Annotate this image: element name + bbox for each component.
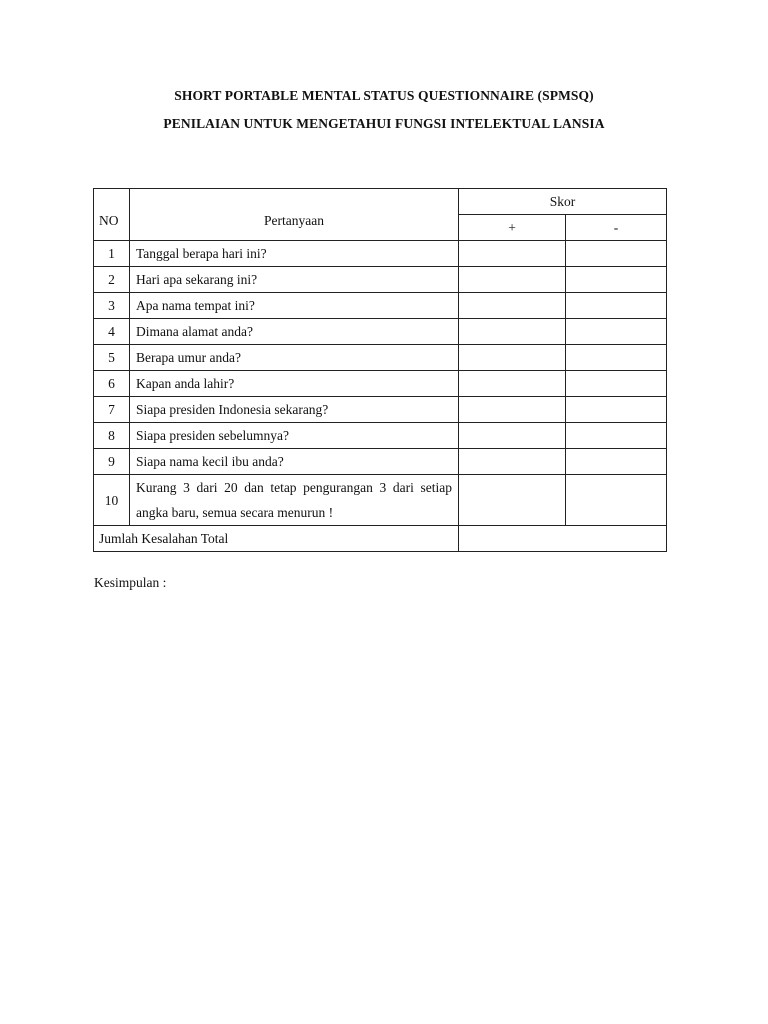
table-row: [94, 371, 667, 397]
score-minus-cell[interactable]: [566, 397, 667, 423]
header-minus-label: -: [613, 220, 619, 235]
table-row: [94, 345, 667, 371]
header-plus: [459, 215, 566, 241]
header-no-label: NO: [99, 213, 119, 228]
score-plus-cell[interactable]: [459, 397, 566, 423]
header-question-label: Pertanyaan: [264, 213, 324, 228]
row-number: 9: [94, 449, 130, 475]
row-number: 4: [94, 319, 130, 345]
table-row: [94, 319, 667, 345]
row-question: Kapan anda lahir?: [130, 371, 459, 397]
table-row: [94, 397, 667, 423]
score-minus-cell[interactable]: [566, 241, 667, 267]
header-score: [459, 189, 667, 215]
row-number: 8: [94, 423, 130, 449]
header-plus-label: +: [508, 220, 516, 235]
table-row: [94, 423, 667, 449]
score-minus-cell[interactable]: [566, 371, 667, 397]
score-plus-cell[interactable]: [459, 319, 566, 345]
score-plus-cell[interactable]: [459, 293, 566, 319]
row-question: Siapa nama kecil ibu anda?: [130, 449, 459, 475]
score-plus-cell[interactable]: [459, 423, 566, 449]
table-total-row: [94, 526, 667, 552]
row-number: 6: [94, 371, 130, 397]
score-minus-cell[interactable]: [566, 449, 667, 475]
table-row: [94, 475, 667, 526]
row-number: 2: [94, 267, 130, 293]
score-plus-cell[interactable]: [459, 345, 566, 371]
table-row: [94, 293, 667, 319]
row-question: Hari apa sekarang ini?: [130, 267, 459, 293]
document-title: SHORT PORTABLE MENTAL STATUS QUESTIONNAIRE (SPMSQ): [174, 88, 594, 103]
row-number: 7: [94, 397, 130, 423]
score-plus-cell[interactable]: [459, 449, 566, 475]
table-header-row-1: [94, 189, 667, 215]
document-subtitle: PENILAIAN UNTUK MENGETAHUI FUNGSI INTELEKTUAL LANSIA: [163, 116, 605, 131]
score-minus-cell[interactable]: [566, 267, 667, 293]
score-minus-cell[interactable]: [566, 293, 667, 319]
table-row: [94, 267, 667, 293]
score-minus-cell[interactable]: [566, 475, 667, 526]
table-row: [94, 241, 667, 267]
row-question: Dimana alamat anda?: [130, 319, 459, 345]
row-question: Berapa umur anda?: [130, 345, 459, 371]
row-question: Kurang 3 dari 20 dan tetap pengurangan 3 dari setiap angka baru, semua secara menurun !: [130, 475, 459, 526]
row-number: 5: [94, 345, 130, 371]
spmsq-table: [93, 188, 667, 552]
total-score-cell[interactable]: [459, 526, 667, 552]
score-plus-cell[interactable]: [459, 475, 566, 526]
total-label: Jumlah Kesalahan Total: [94, 526, 459, 552]
score-plus-cell[interactable]: [459, 371, 566, 397]
row-number: 3: [94, 293, 130, 319]
row-number: 10: [94, 475, 130, 526]
row-question: Tanggal berapa hari ini?: [130, 241, 459, 267]
header-score-label: Skor: [549, 194, 576, 209]
header-question: [130, 189, 459, 241]
score-plus-cell[interactable]: [459, 241, 566, 267]
header-no: [94, 189, 130, 241]
header-minus: [566, 215, 667, 241]
row-number: 1: [94, 241, 130, 267]
row-question: Apa nama tempat ini?: [130, 293, 459, 319]
score-minus-cell[interactable]: [566, 423, 667, 449]
row-question: Siapa presiden sebelumnya?: [130, 423, 459, 449]
score-minus-cell[interactable]: [566, 319, 667, 345]
row-question: Siapa presiden Indonesia sekarang?: [130, 397, 459, 423]
score-minus-cell[interactable]: [566, 345, 667, 371]
score-plus-cell[interactable]: [459, 267, 566, 293]
table-row: [94, 449, 667, 475]
conclusion-label: Kesimpulan :: [94, 575, 167, 590]
